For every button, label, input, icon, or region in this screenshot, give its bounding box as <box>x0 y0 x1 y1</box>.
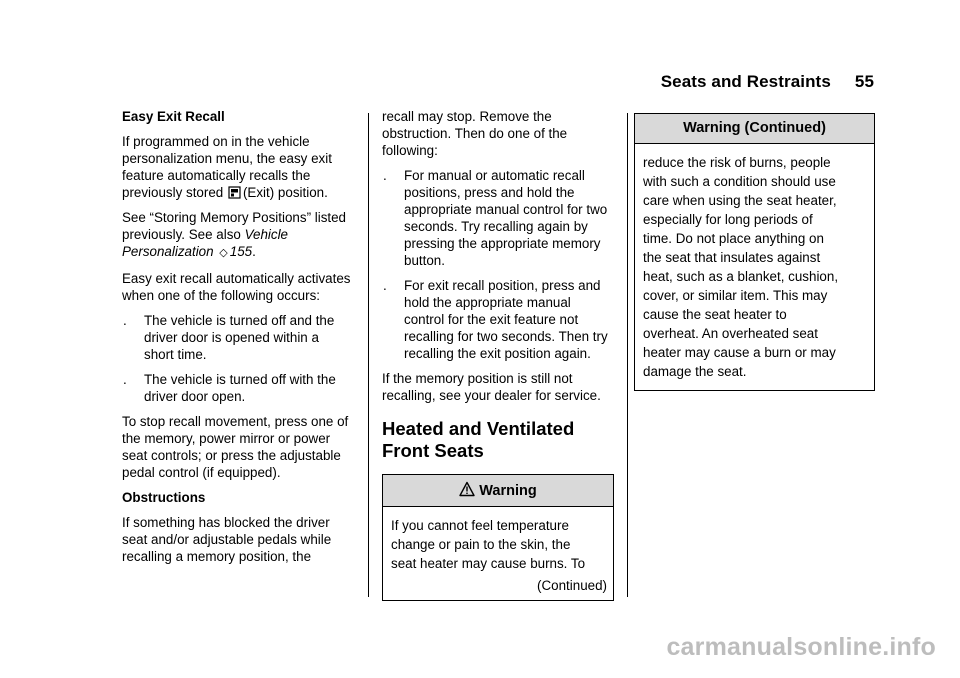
seat-exit-icon <box>228 186 241 199</box>
paragraph-easy-exit-intro <box>122 133 352 201</box>
column-1 <box>122 108 352 573</box>
text-easy-exit-a: If programmed on in the vehicle personalization menu, the easy exit feature automatically recalls the previously stored <box>122 134 332 200</box>
warning-line: cause the seat heater to <box>643 307 787 322</box>
list-item-text: The vehicle is turned off with the driver door open. <box>144 372 336 404</box>
warning-body <box>635 144 874 390</box>
text-see-also: See “Storing Memory Positions” listed previously. See also <box>122 210 347 242</box>
page-header <box>661 72 874 92</box>
warning-line: care when using the seat heater, <box>643 193 837 208</box>
column-2 <box>382 108 614 601</box>
text-easy-exit-b: (Exit) position. <box>242 185 328 200</box>
list-item-text: For exit recall position, press and hold the appropriate manual control for the exit feature not recalling for two seconds. Then try recalling the exit position again. <box>404 278 608 361</box>
list-item <box>122 371 352 405</box>
header-title: Seats and Restraints <box>660 72 831 91</box>
warning-line: heater may cause a burn or may <box>643 345 836 360</box>
list-item <box>382 277 614 362</box>
list-item-text: For manual or automatic recall positions, press and hold the appropriate manual control for two seconds. Try recalling again by pressing the appropriate memory button. <box>404 168 608 268</box>
bullet-marker: . <box>123 313 127 328</box>
warning-box <box>382 474 614 601</box>
column-3 <box>634 113 875 391</box>
link-vehicle-personalization[interactable]: Vehicle Personalization <box>122 227 288 259</box>
warning-line: reduce the risk of burns, people <box>643 155 831 170</box>
paragraph-activates: Easy exit recall automatically activates when one of the following occurs: <box>122 271 351 303</box>
warning-line: cover, or similar item. This may <box>643 288 828 303</box>
warning-header <box>383 475 613 507</box>
warning-line: damage the seat. <box>643 364 747 379</box>
page-number: 55 <box>854 72 874 91</box>
warning-line: overheat. An overheated seat <box>643 326 818 341</box>
column-divider-right <box>627 113 628 597</box>
list-item <box>382 167 614 269</box>
bullet-marker: . <box>123 372 127 387</box>
warning-line: especially for long periods of <box>643 212 813 227</box>
list-item-text: The vehicle is turned off and the driver door is opened within a short time. <box>144 313 335 362</box>
page-ref-number[interactable]: 155 <box>229 244 253 259</box>
paragraph-see-dealer: If the memory position is still not recalling, see your dealer for service. <box>382 371 601 403</box>
page-reference-arrow-icon: ◇ <box>219 247 228 259</box>
paragraph-recall-may-stop: recall may stop. Remove the obstruction. Then do one of the following: <box>382 109 568 158</box>
warning-line: heat, such as a blanket, cushion, <box>643 269 839 284</box>
watermark: carmanualsonline.info <box>666 633 936 661</box>
paragraph-stop-recall: To stop recall movement, press one of the memory, power mirror or power seat controls; or press the adjustable pedal control (if equipped). <box>122 414 349 480</box>
heading-obstructions: Obstructions <box>122 490 206 505</box>
bullet-marker: . <box>383 168 387 183</box>
heading-easy-exit-recall: Easy Exit Recall <box>122 109 225 124</box>
warning-body <box>383 507 613 577</box>
warning-line: If you cannot feel temperature <box>391 518 569 533</box>
list-item <box>122 312 352 363</box>
bullet-marker: . <box>383 278 387 293</box>
warning-triangle-icon <box>459 481 475 497</box>
warning-line: seat heater may cause burns. To <box>391 556 586 571</box>
warning-title: Warning <box>479 483 537 499</box>
warning-line: change or pain to the skin, the <box>391 537 571 552</box>
warning-continued: (Continued) <box>537 578 607 593</box>
paragraph-obstructions: If something has blocked the driver seat and/or adjustable pedals while recalling a memory position, the <box>122 515 332 564</box>
column-divider-left <box>368 113 369 597</box>
paragraph-see-also <box>122 209 352 262</box>
warning-line: time. Do not place anything on <box>643 231 824 246</box>
warning-box-continued <box>634 113 875 391</box>
warning-line: with such a condition should use <box>643 174 836 189</box>
section-title-heated-seats: Heated and Ventilated Front Seats <box>382 418 575 461</box>
warning-line: the seat that insulates against <box>643 250 821 265</box>
text-period: . <box>252 244 256 259</box>
warning-header: Warning (Continued) <box>635 114 874 144</box>
